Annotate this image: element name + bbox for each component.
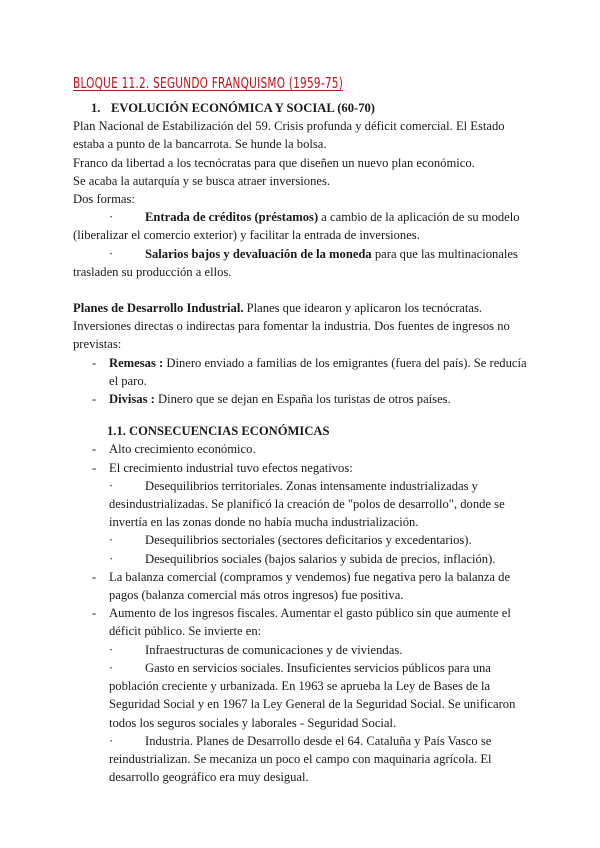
list-item-text: Dinero enviado a familias de los emigrantes (fuera del país). Se reducía el paro. [109, 355, 527, 388]
sub-item [109, 732, 533, 787]
list-item [73, 604, 533, 786]
dash-marker: - [92, 460, 97, 475]
document-page [73, 73, 533, 786]
list-item-text: Aumento de los ingresos fiscales. Aumentar el gasto público sin que aumente el déficit público. Se invierte en: [109, 606, 511, 639]
list-item-text: Dinero que se dejan en España los turistas de otros países. [154, 392, 451, 407]
bullet: · [109, 246, 114, 261]
list-item [73, 459, 533, 568]
list-item [73, 208, 533, 244]
bullet: · [109, 533, 114, 548]
list-item [73, 245, 533, 281]
dash-list [73, 440, 533, 786]
list-item [73, 354, 533, 390]
sub-item [109, 641, 533, 659]
sub-item [109, 477, 533, 532]
section-heading [73, 99, 533, 117]
dash-marker: - [92, 569, 97, 584]
subsection-heading: 1.1. CONSECUENCIAS ECONÓMICAS [107, 424, 330, 439]
list-item [73, 440, 533, 458]
dash-marker: - [92, 606, 97, 621]
bullet: · [109, 210, 114, 225]
list-item-text: a cambio de la aplicación de su modelo (liberalizar el comercio exterior) y facilitar la entrada de inversiones. [73, 210, 520, 243]
sub-item-text: Infraestructuras de comunicaciones y de viviendas. [145, 642, 403, 657]
section-number: 1. [91, 101, 101, 115]
dash-marker: - [92, 355, 97, 370]
sub-item [109, 659, 533, 732]
sub-item [109, 531, 533, 549]
bullet: · [109, 478, 114, 493]
list-item [73, 390, 533, 408]
bullet: · [109, 660, 114, 675]
sub-item [109, 550, 533, 568]
paragraph: Plan Nacional de Estabilización del 59. Crisis profunda y déficit comercial. El Estado estaba a punto de la bancarrota. Se hunde la bolsa. [73, 119, 505, 152]
bullet: · [109, 733, 114, 748]
section-heading-text: EVOLUCIÓN ECONÓMICA Y SOCIAL (60-70) [111, 101, 376, 115]
list-item-text: La balanza comercial (compramos y vendemos) fue negativa pero la balanza de pagos (balanza comercial más otros ingresos) fue positiva. [109, 569, 511, 603]
dash-marker: - [92, 442, 97, 457]
paragraph [73, 299, 533, 354]
list-item-text: Alto crecimiento económico. [109, 442, 256, 457]
list-item [73, 568, 533, 604]
dash-list [73, 354, 533, 409]
list-item-text: para que las multinacionales trasladen su producción a ellos. [73, 246, 518, 279]
sub-item-text: Industria. Planes de Desarrollo desde el 64. Cataluña y País Vasco se reindustrializan. Se mecaniza un poco el campo con maquinaria agrícola. El desarrollo geográfico era muy desigual. [109, 733, 492, 785]
paragraph: Dos formas: [73, 192, 135, 207]
bullet: · [109, 642, 114, 657]
bold-term: Salarios bajos y devaluación de la moneda [145, 246, 372, 261]
page-title: BLOQUE 11.2. SEGUNDO FRANQUISMO (1959-75) [73, 74, 344, 92]
bold-term: Divisas : [109, 392, 155, 407]
paragraph: Se acaba la autarquía y se busca atraer inversiones. [73, 173, 331, 188]
paragraph-text: Planes que idearon y aplicaron los tecnócratas. Inversiones directas o indirectas para fomentar la industria. Dos fuentes de ingresos no previstas: [73, 301, 510, 352]
bold-term: Planes de Desarrollo Industrial. [73, 301, 244, 316]
paragraph: Franco da libertad a los tecnócratas para que diseñen un nuevo plan económico. [73, 155, 475, 170]
bullet: · [109, 551, 114, 566]
sub-item-text: Desequilibrios territoriales. Zonas intensamente industrializadas y desindustrializadas. Se planificó la creación de "polos de desarrollo", donde se invertía en las zonas donde no había mucha industrialización. [109, 478, 505, 530]
bold-term: Remesas : [109, 355, 164, 370]
bold-term: Entrada de créditos (préstamos) [145, 210, 319, 225]
sub-item-text: Desequilibrios sectoriales (sectores deficitarios y excedentarios). [145, 533, 472, 548]
sub-item-text: Gasto en servicios sociales. Insuficientes servicios públicos para una población creciente y urbanizada. En 1963 se aprueba la Ley de Bases de la Seguridad Social y en 1967 la Ley General de la Seguridad Social. Se unificaron todos los seguros sociales y laborales - Seguridad Social. [109, 660, 516, 730]
dash-marker: - [92, 392, 97, 407]
sub-item-text: Desequilibrios sociales (bajos salarios y subida de precios, inflación). [145, 551, 496, 566]
list-item-text: El crecimiento industrial tuvo efectos negativos: [109, 460, 353, 475]
